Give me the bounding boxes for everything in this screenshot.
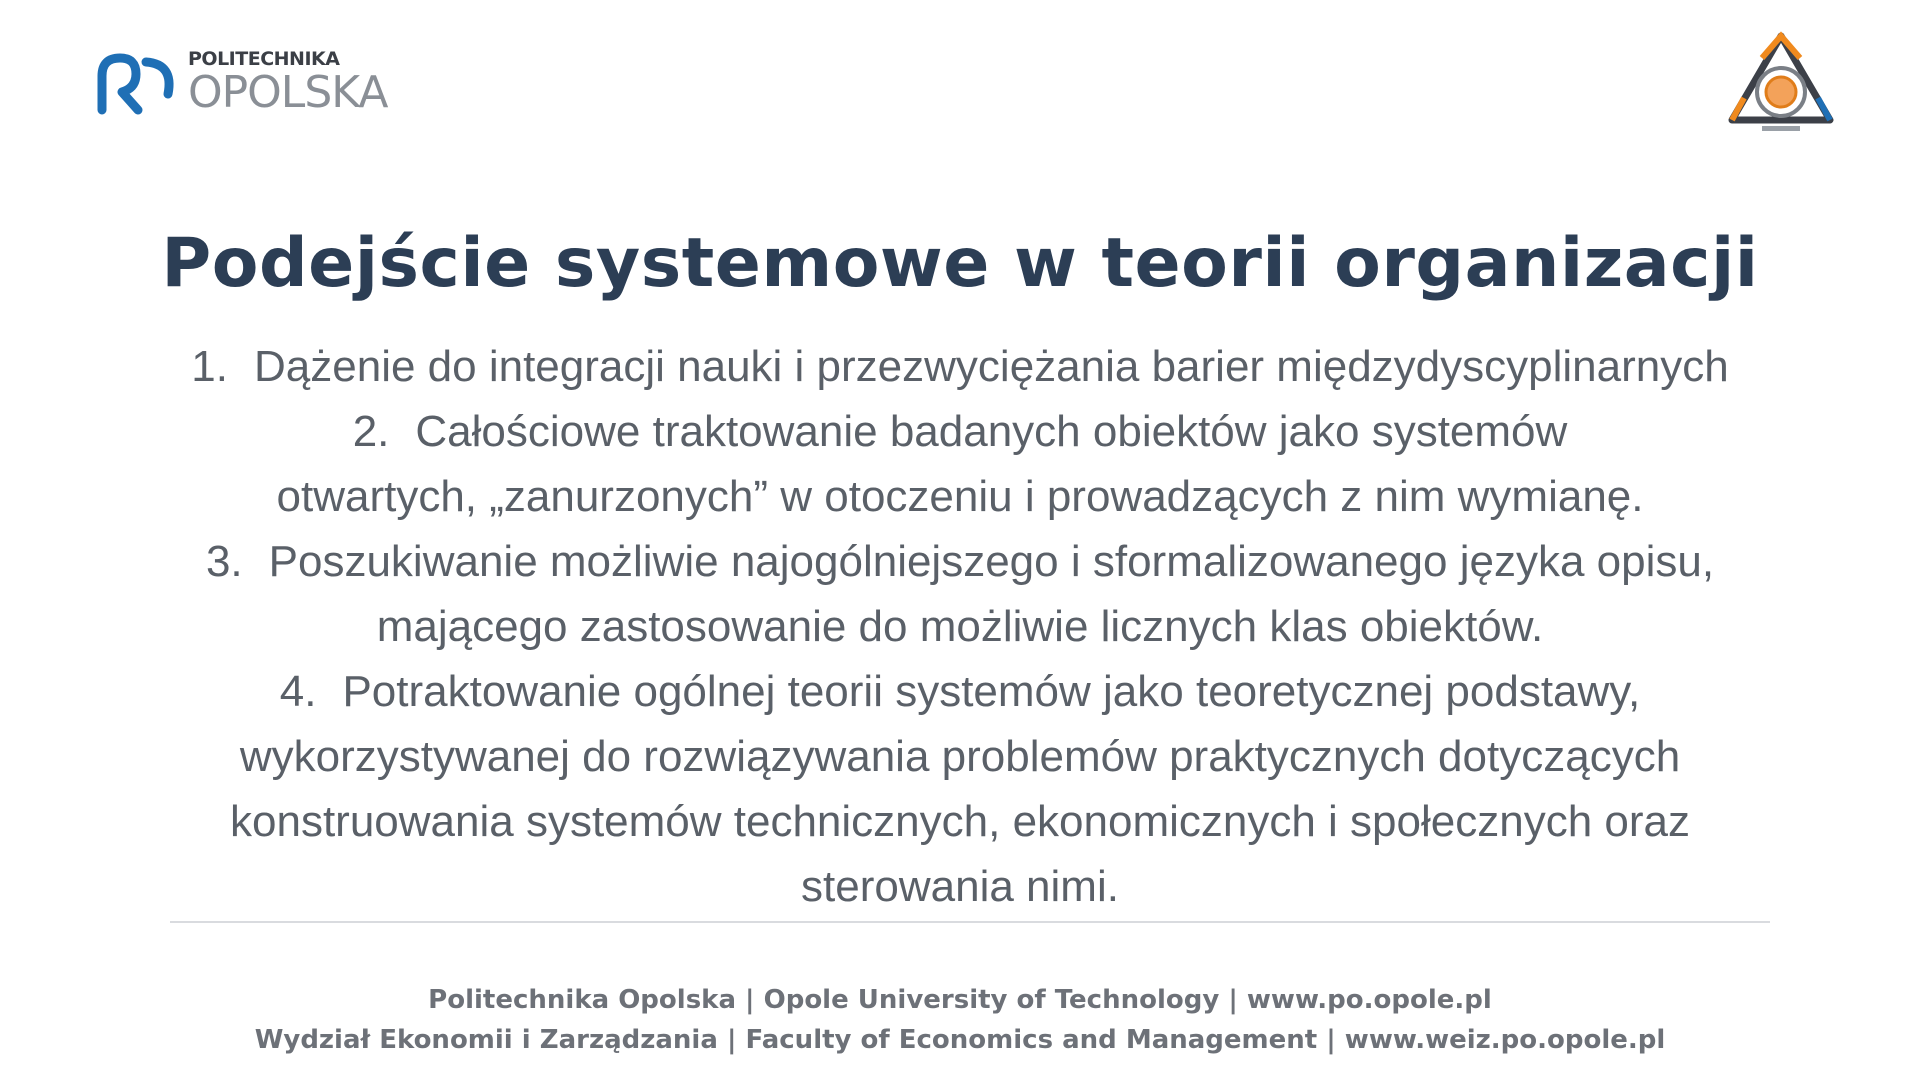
university-logo-mark-icon [94,48,180,116]
content-list [100,334,1820,919]
list-item [100,399,1820,529]
list-item-text: Dążenie do integracji nauki i przezwyciężania barier międzydyscyplinarnych [254,342,1729,391]
list-item-number: 4. [279,667,317,716]
list-item-text: Poszukiwanie możliwie najogólniejszego i sformalizowanego języka opisu, mającego zastosowanie do możliwie licznych klas obiektów. [268,537,1715,651]
footer-line2: Wydział Ekonomii i Zarządzania | Faculty of Economics and Management | www.weiz.po.opole.pl [254,1025,1666,1055]
list-item-text: Potraktowanie ogólnej teorii systemów jako teoretycznej podstawy, wykorzystywanej do rozwiązywania problemów praktycznych dotyczących konstruowania systemów technicznych, ekonomicznych i społecznych oraz sterowania nimi. [230,667,1690,911]
list-item-number: 3. [205,537,243,586]
list-item [100,659,1820,919]
list-item-number: 1. [191,342,228,391]
logo-text-line1: POLITECHNIKA [188,47,340,70]
footer-divider [170,921,1770,923]
list-item [100,334,1820,399]
list-item-number: 2. [352,407,390,456]
list-item-text: Całościowe traktowanie badanych obiektów jako systemów otwartych, „zanurzonych” w otoczeniu i prowadzących z nim wymianę. [276,407,1644,521]
slide-title: Podejście systemowe w teorii organizacji [161,224,1759,303]
logo-text-line2: OPOLSKA [188,66,388,118]
faculty-logo-icon [1722,28,1840,136]
list-item [100,529,1820,659]
university-logo [94,48,387,116]
footer-line1: Politechnika Opolska | Opole University of Technology | www.po.opole.pl [428,985,1492,1015]
